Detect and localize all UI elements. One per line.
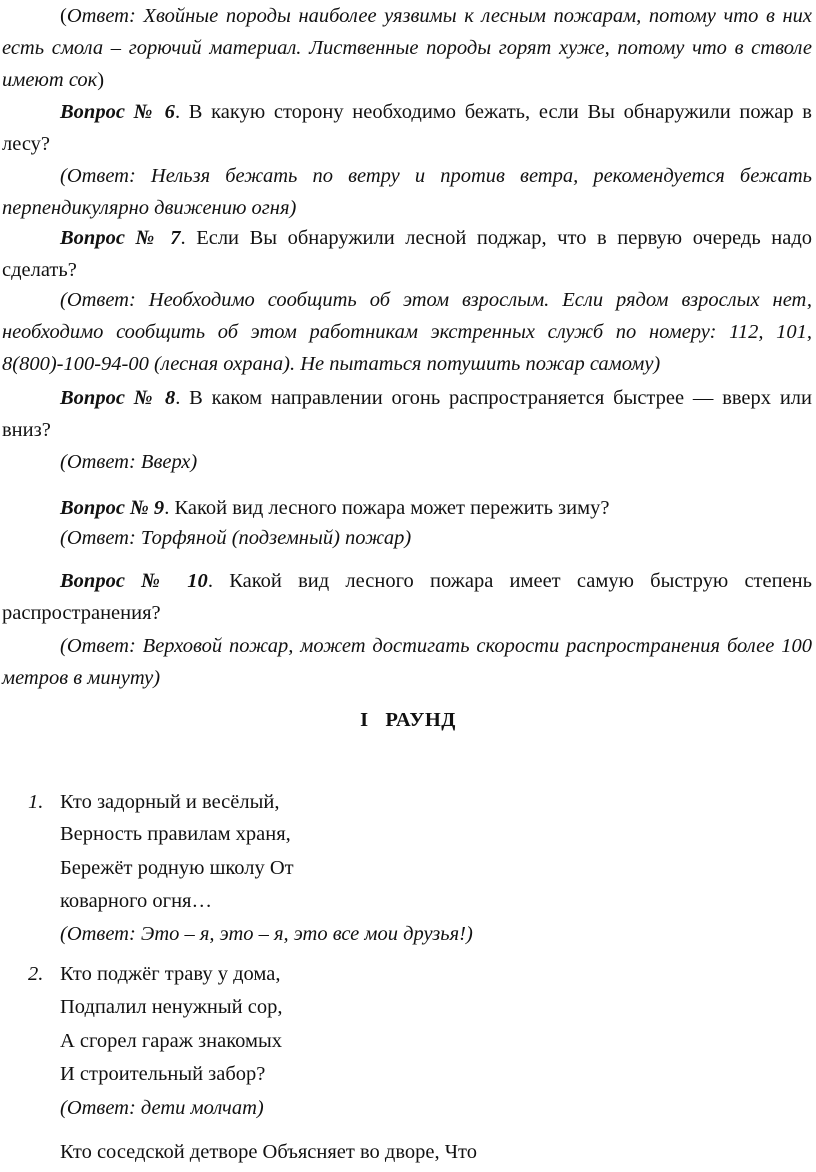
riddle-line: Верность правилам храня, <box>60 823 291 845</box>
riddle-answer: (Ответ: дети молчат) <box>60 1097 264 1119</box>
riddle-number: 2. <box>28 963 44 985</box>
question-label: Вопрос № 9 <box>60 497 165 519</box>
question-text: . Какой вид лесного пожара имеет самую быструю степень распространения? <box>2 570 812 624</box>
question-text: . В какую сторону необходимо бежать, если Вы обнаружили пожар в лесу? <box>2 101 812 155</box>
question-label: Вопрос № 10 <box>60 570 208 592</box>
answer-9: (Ответ: Торфяной (подземный) пожар) <box>60 527 412 549</box>
riddle-line: Подпалил ненужный сор, <box>60 996 283 1018</box>
question-6 <box>2 96 812 160</box>
intro-answer <box>2 0 812 96</box>
question-text: . В каком направлении огонь распространяется быстрее — вверх или вниз? <box>2 387 812 441</box>
riddle-line: А сгорел гараж знакомых <box>60 1030 282 1052</box>
riddle-line: коварного огня… <box>60 890 212 912</box>
question-label: Вопрос № 7 <box>60 227 181 249</box>
riddle-line: Кто задорный и весёлый, <box>60 791 280 813</box>
answer-text: : Хвойные породы наиболее уязвимы к лесным пожарам, потому что в них есть смола – горючий материал. Лиственные породы горят хуже, потому что в стволе имеют сок <box>2 5 812 91</box>
paren-open: ( <box>60 5 67 27</box>
question-text: . Какой вид лесного пожара может пережить зиму? <box>164 497 610 519</box>
riddle-number: 1. <box>28 791 44 813</box>
answer-label: Ответ <box>66 5 129 27</box>
question-7 <box>2 222 812 286</box>
riddle-line: Кто поджёг траву у дома, <box>60 963 281 985</box>
question-8 <box>2 382 812 446</box>
question-label: Вопрос № 6 <box>60 101 175 123</box>
round-title: I РАУНД <box>360 709 456 731</box>
answer-8: (Ответ: Вверх) <box>60 451 198 473</box>
question-label: Вопрос № 8 <box>60 387 176 409</box>
answer-7: (Ответ: Необходимо сообщить об этом взрослым. Если рядом взрослых нет, необходимо сообщить об этом работникам экстренных служб по номеру: 112, 101, 8(800)-100-94-00 (лесная охрана). Не пытаться потушить пожар самому) <box>2 289 812 375</box>
question-9 <box>2 492 812 524</box>
paren-close: ) <box>97 69 105 91</box>
question-text: . Если Вы обнаружили лесной поджар, что в первую очередь надо сделать? <box>2 227 812 281</box>
answer-10: (Ответ: Верховой пожар, может достигать скорости распространения более 100 метров в минуту) <box>2 635 812 689</box>
answer-6: (Ответ: Нельзя бежать по ветру и против ветра, рекомендуется бежать перпендикулярно движению огня) <box>2 165 812 219</box>
question-10 <box>2 565 812 629</box>
riddle-line: Бережёт родную школу От <box>60 857 294 879</box>
trailing-line: Кто соседской детворе Объясняет во дворе, Что <box>60 1141 477 1163</box>
riddle-answer: (Ответ: Это – я, это – я, это все мои друзья!) <box>60 923 473 945</box>
riddle-line: И строительный забор? <box>60 1063 266 1085</box>
